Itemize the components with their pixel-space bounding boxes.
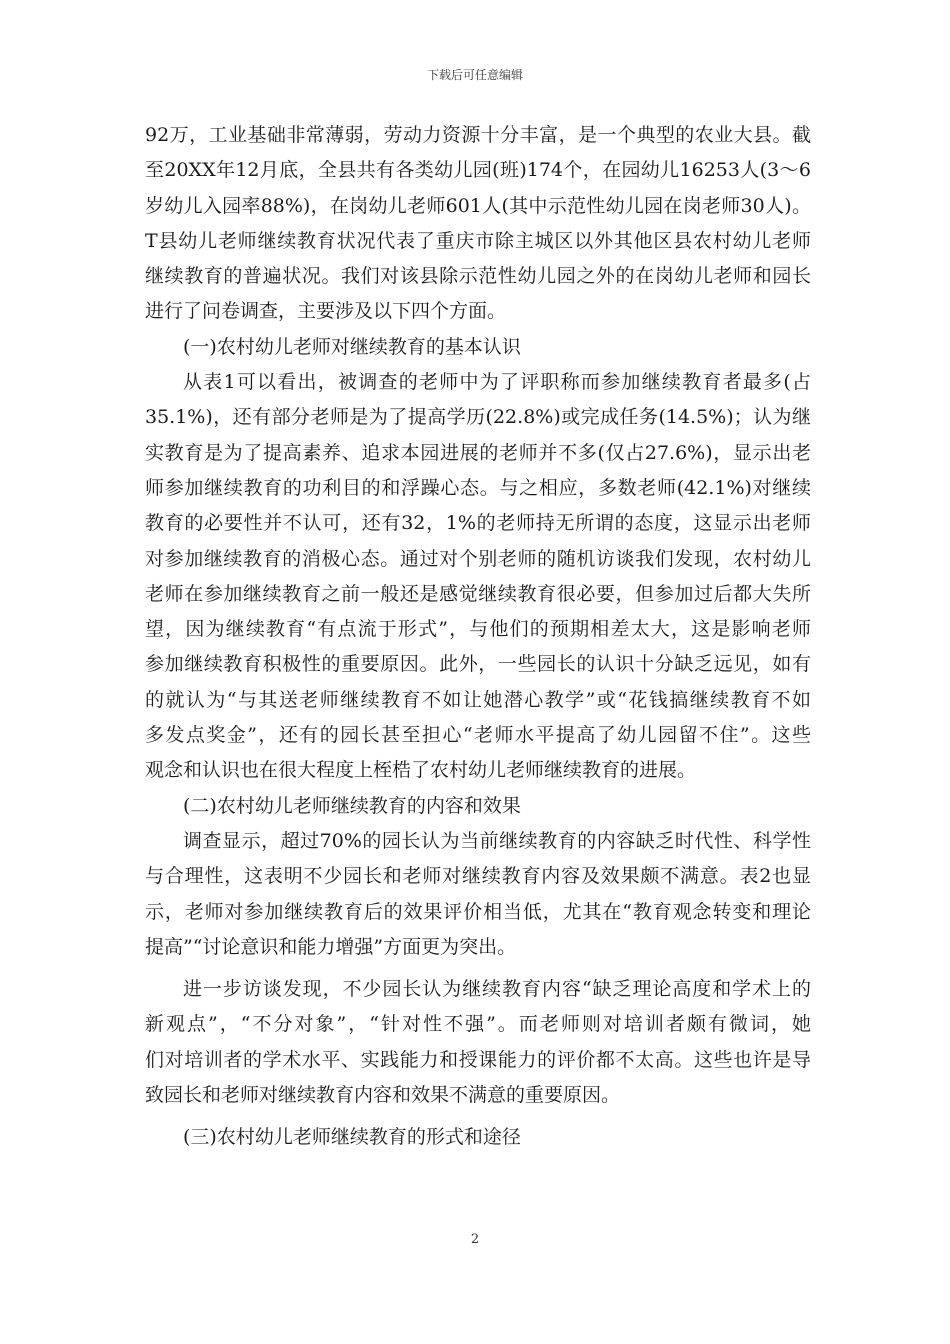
text-line: 多发点奖金”，还有的园长甚至担心“老师水平提高了幼儿园留不住”。这些 (145, 724, 811, 747)
text-line: 至20XX年12月底，全县共有各类幼儿园(班)174个，在园幼儿16253人(3～6 (145, 159, 811, 182)
text-line: (三)农村幼儿老师继续教育的形式和途径 (183, 1126, 521, 1149)
text-line: 观念和认识也在很大程度上桎梏了农村幼儿老师继续教育的进展。 (145, 759, 697, 782)
text-line: 老师在参加继续教育之前一般还是感觉继续教育很必要，但参加过后都大失所 (145, 582, 811, 605)
text-line: T县幼儿老师继续教育状况代表了重庆市除主城区以外其他区县农村幼儿老师 (145, 229, 811, 252)
text-line: 进一步访谈发现，不少园长认为继续教育内容“缺乏理论高度和学术上的 (183, 978, 811, 1001)
page-header: 下载后可任意编辑 (426, 68, 523, 82)
text-line: 对参加继续教育的消极心态。通过对个别老师的随机访谈我们发现，农村幼儿 (145, 547, 811, 570)
text-line: 望，因为继续教育“有点流于形式”，与他们的预期相差太大，这是影响老师 (145, 618, 811, 641)
text-line: 岁幼儿入园率88%)，在岗幼儿老师601人(其中示范性幼儿园在岗老师30人)。 (145, 194, 811, 217)
text-line: 的就认为“与其送老师继续教育不如让她潜心教学”或“花钱搞继续教育不如 (145, 688, 811, 711)
text-line: 师参加继续教育的功利目的和浮躁心态。与之相应，多数老师(42.1%)对继续 (145, 476, 811, 499)
text-line: (一)农村幼儿老师对继续教育的基本认识 (183, 335, 521, 358)
text-line: 致园长和老师对继续教育内容和效果不满意的重要原因。 (145, 1084, 621, 1107)
text-line: 进行了问卷调查，主要涉及以下四个方面。 (145, 300, 507, 323)
text-line: (二)农村幼儿老师继续教育的内容和效果 (183, 794, 521, 817)
text-line: 参加继续教育积极性的重要原因。此外，一些园长的认识十分缺乏远见，如有 (145, 653, 811, 676)
document-body (145, 118, 811, 1156)
text-line: 35.1%)，还有部分老师是为了提高学历(22.8%)或完成任务(14.5%)；认为继 (145, 406, 811, 429)
paragraph (145, 365, 811, 789)
page-number: 2 (470, 1232, 480, 1247)
paragraph (145, 824, 811, 965)
text-line: 新观点”，“不分对象”，“针对性不强”。而老师则对培训者颇有微词，她 (145, 1013, 811, 1036)
text-line: 与合理性，这表明不少园长和老师对继续教育内容及效果颇不满意。表2也显 (145, 865, 811, 888)
section-heading (145, 330, 811, 365)
paragraph (145, 972, 811, 1113)
text-line: 教育的必要性并不认可，还有32，1%的老师持无所谓的态度，这显示出老师 (145, 512, 811, 535)
text-line: 92万，工业基础非常薄弱，劳动力资源十分丰富，是一个典型的农业大县。截 (145, 124, 811, 146)
text-line: 调查显示，超过70%的园长认为当前继续教育的内容缺乏时代性、科学性 (183, 829, 811, 852)
section-heading (145, 789, 811, 824)
text-line: 从表1可以看出，被调查的老师中为了评职称而参加继续教育者最多(占 (183, 371, 811, 394)
text-line: 继续教育的普遍状况。我们对该县除示范性幼儿园之外的在岗幼儿老师和园长 (145, 265, 811, 288)
section-heading (145, 1120, 811, 1155)
text-line: 们对培训者的学术水平、实践能力和授课能力的评价都不太高。这些也许是导 (145, 1048, 811, 1071)
text-line: 示，老师对参加继续教育后的效果评价相当低，尤其在“教育观念转变和理论 (145, 900, 811, 923)
paragraph (145, 118, 811, 330)
text-line: 实教育是为了提高素养、追求本园进展的老师并不多(仅占27.6%)，显示出老 (145, 441, 811, 464)
text-line: 提高”“讨论意识和能力增强”方面更为突出。 (145, 935, 517, 958)
